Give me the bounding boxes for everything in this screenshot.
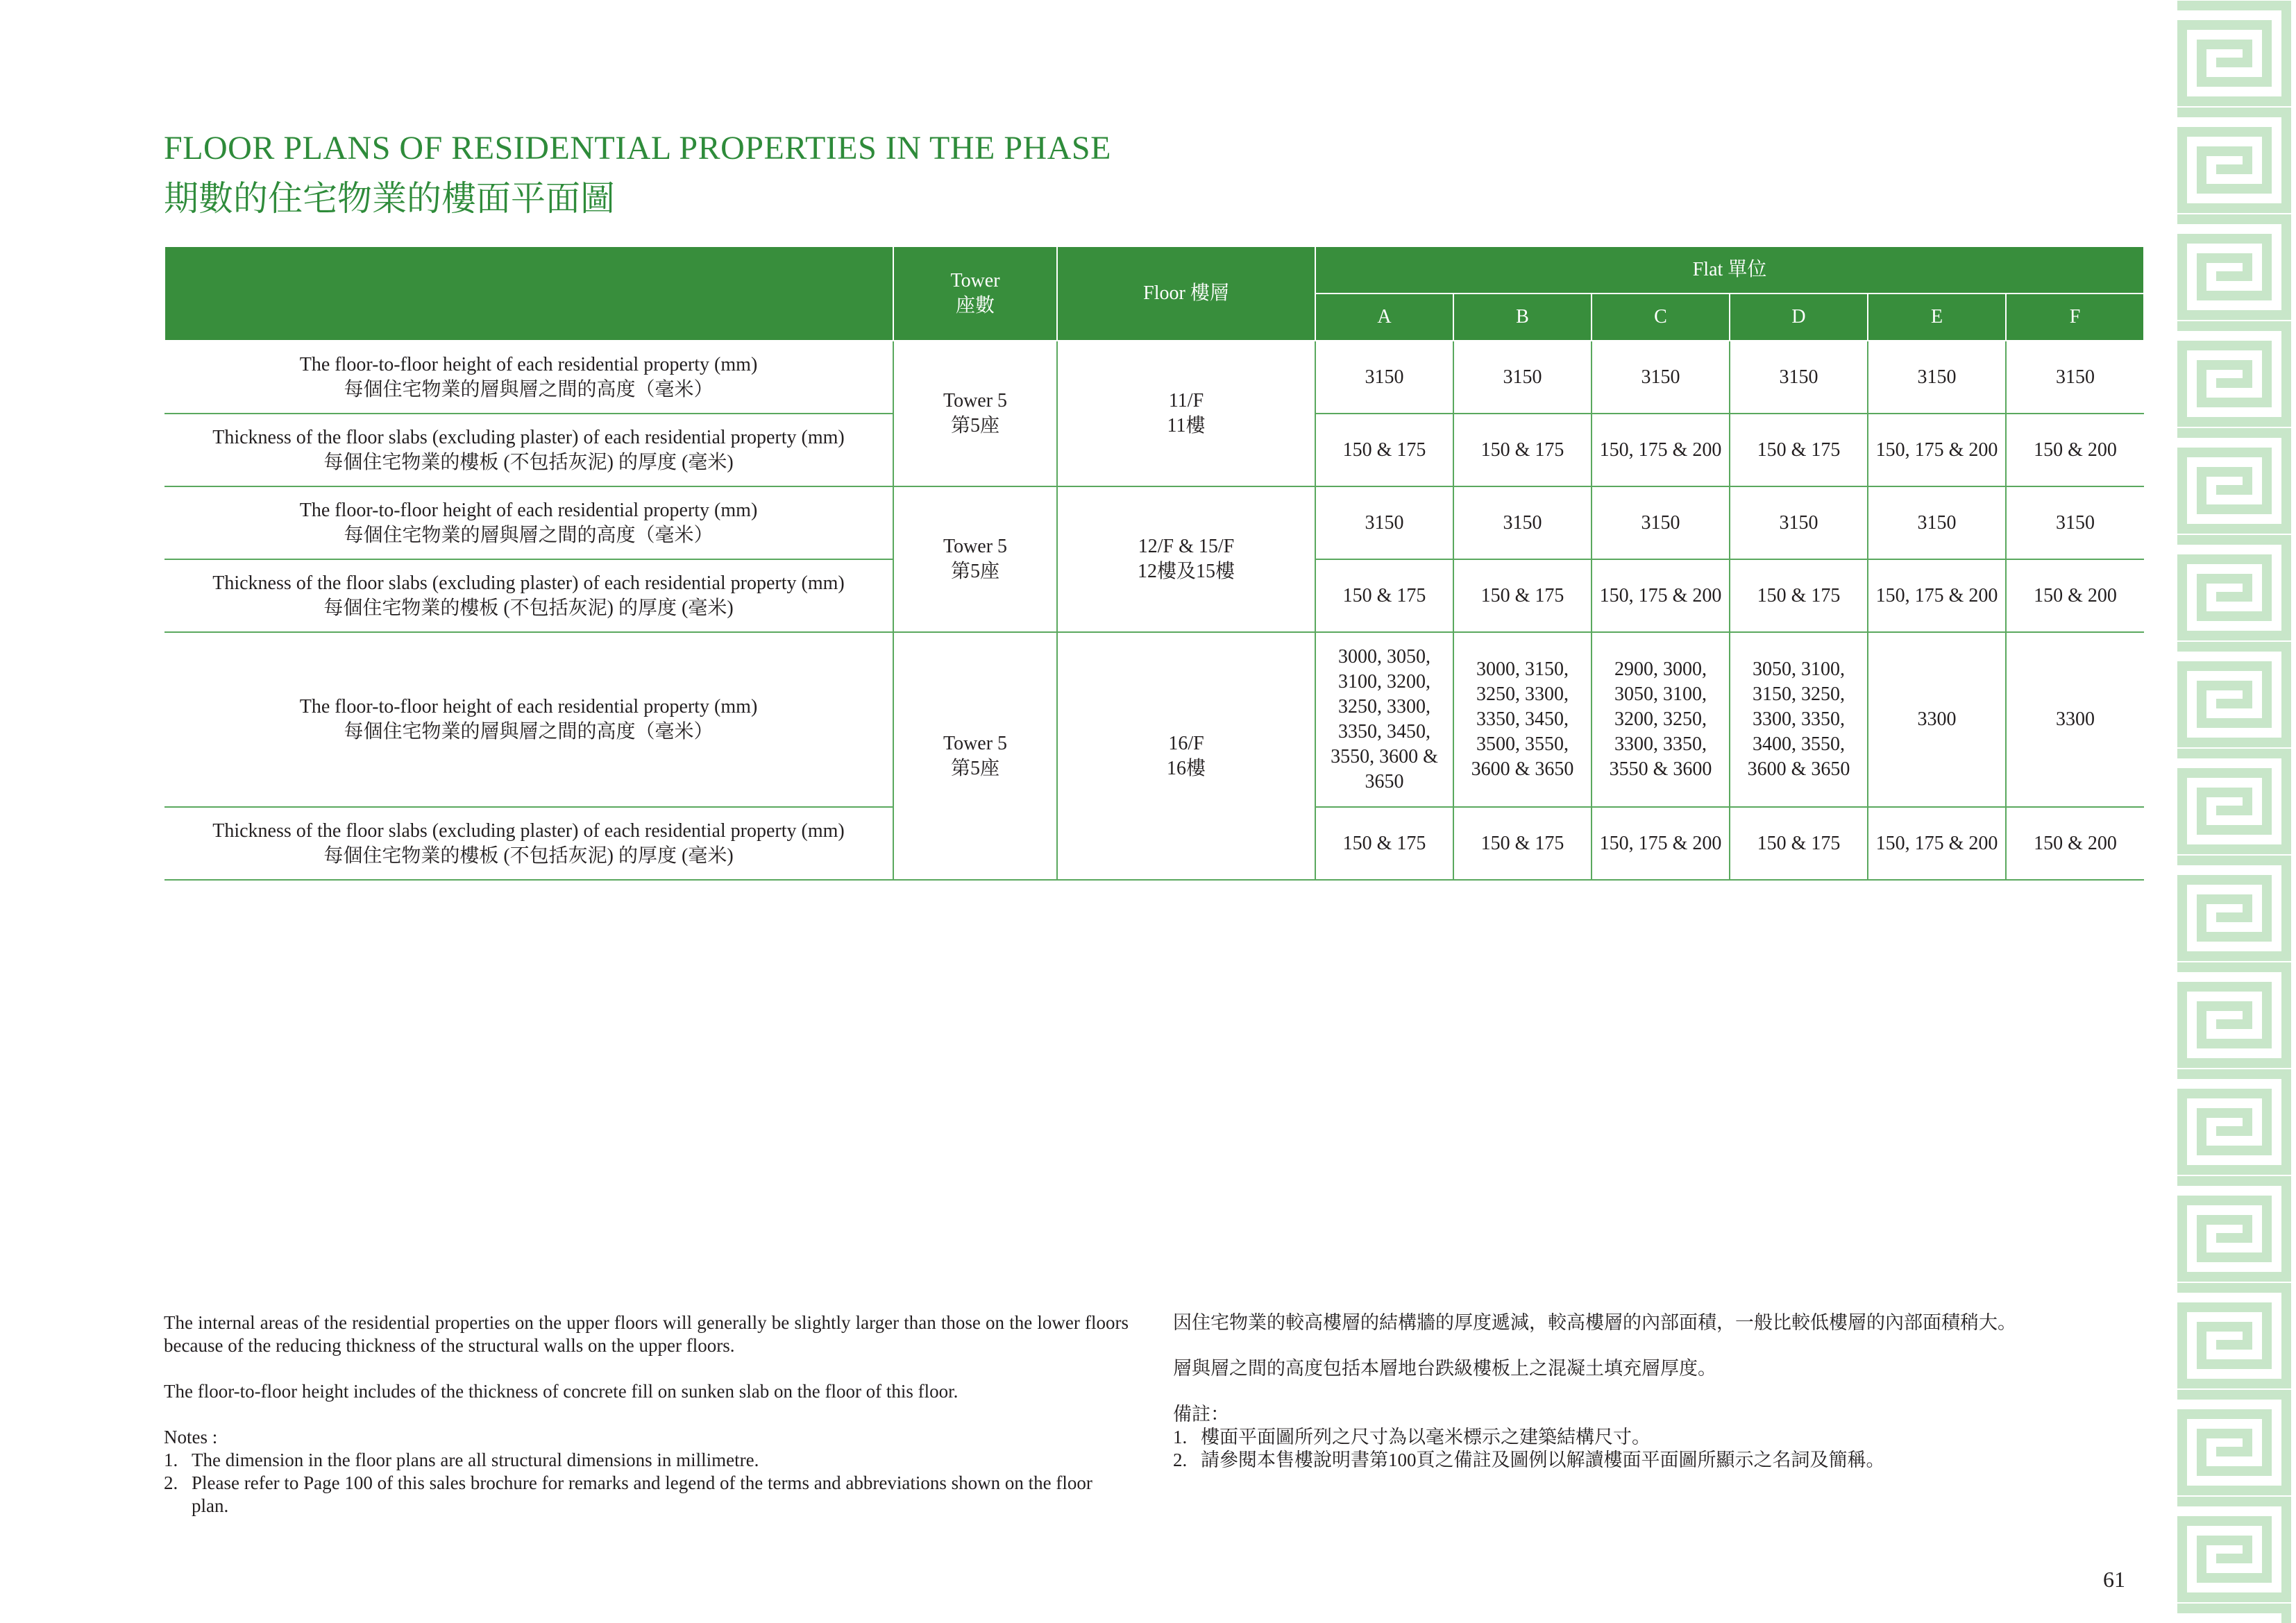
page-title-zh: 期數的住宅物業的樓面平面圖	[164, 179, 615, 218]
notes-chinese	[1173, 1311, 2145, 1472]
header-tower-zh: 座數	[955, 295, 995, 316]
list-item	[1173, 1449, 2145, 1472]
slab-cell: 150, 175 & 200	[1592, 559, 1730, 632]
height-cell: 3300	[2006, 632, 2144, 807]
row-label-slab	[164, 414, 893, 486]
row-label-height-zh: 每個住宅物業的層與層之間的高度（毫米）	[344, 721, 714, 742]
notes-zh-heading: 備註：	[1173, 1404, 1229, 1425]
slab-cell: 150 & 175	[1453, 559, 1592, 632]
notes-zh-paragraph-2: 層與層之間的高度包括本層地台跌級樓板上之混凝土填充層厚度。	[1173, 1358, 1716, 1379]
slab-cell: 150, 175 & 200	[1868, 559, 2006, 632]
row-label-slab	[164, 807, 893, 880]
slab-cell: 150, 175 & 200	[1868, 414, 2006, 486]
list-item	[164, 1472, 1129, 1518]
row-label-slab-zh: 每個住宅物業的樓板 (不包括灰泥) 的厚度 (毫米)	[323, 597, 734, 619]
height-cell: 3150	[1453, 486, 1592, 559]
list-item-number: 2.	[1173, 1450, 1188, 1470]
height-cell: 3150	[1453, 341, 1592, 414]
height-cell: 3150	[1868, 486, 2006, 559]
height-cell: 3050, 3100, 3150, 3250, 3300, 3350, 3400, 3550, 3600 & 3650	[1730, 632, 1868, 807]
row-label-slab-zh: 每個住宅物業的樓板 (不包括灰泥) 的厚度 (毫米)	[323, 844, 734, 867]
header-flat-a: A	[1315, 294, 1453, 341]
tower-cell	[893, 341, 1057, 486]
tower-en: Tower 5	[943, 536, 1008, 557]
header-floor: Floor 樓層	[1057, 246, 1315, 341]
table-row	[164, 341, 2144, 414]
list-item-number: 1.	[1173, 1427, 1188, 1447]
floor-cell	[1057, 632, 1315, 880]
slab-cell: 150 & 175	[1315, 414, 1453, 486]
header-flat-b: B	[1453, 294, 1592, 341]
height-cell: 3150	[1592, 341, 1730, 414]
slab-cell: 150 & 175	[1730, 807, 1868, 880]
notes-en-paragraph-2: The floor-to-floor height includes of the thickness of concrete fill on sunken slab on the floor of this floor.	[164, 1381, 959, 1402]
height-cell: 3150	[2006, 341, 2144, 414]
row-label-height	[164, 341, 893, 414]
list-item-text: 請參閱本售樓說明書第100頁之備註及圖例以解讀樓面平面圖所顯示之名詞及簡稱。	[1201, 1450, 1885, 1470]
slab-cell: 150 & 175	[1453, 414, 1592, 486]
height-cell: 3150	[2006, 486, 2144, 559]
notes-english	[164, 1311, 1129, 1518]
floor-en: 11/F	[1168, 390, 1204, 411]
slab-cell: 150 & 200	[2006, 559, 2144, 632]
height-cell: 3300	[1868, 632, 2006, 807]
table-header-row	[164, 246, 2144, 294]
tower-cell	[893, 632, 1057, 880]
height-cell: 3150	[1730, 486, 1868, 559]
floor-specification-table	[164, 246, 2145, 881]
header-tower-en: Tower	[950, 270, 1000, 291]
list-item-text: The dimension in the floor plans are all structural dimensions in millimetre.	[192, 1450, 759, 1470]
height-cell: 3000, 3150, 3250, 3300, 3350, 3450, 3500, 3550, 3600 & 3650	[1453, 632, 1592, 807]
floor-en: 12/F & 15/F	[1138, 536, 1235, 557]
slab-cell: 150 & 200	[2006, 807, 2144, 880]
notes-en-list	[164, 1449, 1129, 1518]
slab-cell: 150, 175 & 200	[1592, 414, 1730, 486]
height-cell: 3150	[1592, 486, 1730, 559]
floor-zh: 12樓及15樓	[1137, 561, 1235, 582]
slab-cell: 150 & 175	[1453, 807, 1592, 880]
notes-zh-paragraph-1: 因住宅物業的較高樓層的結構牆的厚度遞減，較高樓層的內部面積，一般比較低樓層的內部面積稍大。	[1173, 1312, 2016, 1333]
slab-cell: 150 & 175	[1315, 559, 1453, 632]
slab-cell: 150, 175 & 200	[1868, 807, 2006, 880]
row-label-height	[164, 486, 893, 559]
list-item-text: Please refer to Page 100 of this sales brochure for remarks and legend of the terms and abbreviations shown on the floor plan.	[192, 1472, 1092, 1516]
page-number: 61	[2103, 1567, 2125, 1592]
header-flat-c: C	[1592, 294, 1730, 341]
row-label-slab-en: Thickness of the floor slabs (excluding plaster) of each residential property (mm)	[212, 819, 845, 842]
height-cell: 3150	[1868, 341, 2006, 414]
height-cell: 3150	[1315, 341, 1453, 414]
table-row	[164, 486, 2144, 559]
height-cell: 3000, 3050, 3100, 3200, 3250, 3300, 3350, 3450, 3550, 3600 & 3650	[1315, 632, 1453, 807]
tower-en: Tower 5	[943, 732, 1008, 754]
row-label-slab	[164, 559, 893, 632]
list-item-text: 樓面平面圖所列之尺寸為以毫米標示之建築結構尺寸。	[1201, 1427, 1651, 1447]
list-item	[164, 1449, 1129, 1472]
row-label-height	[164, 632, 893, 807]
row-label-height-en: The floor-to-floor height of each residential property (mm)	[299, 696, 758, 717]
header-tower	[893, 246, 1057, 341]
floor-cell	[1057, 486, 1315, 632]
page-title-en: FLOOR PLANS OF RESIDENTIAL PROPERTIES IN THE PHASE	[164, 130, 1111, 167]
row-label-slab-en: Thickness of the floor slabs (excluding plaster) of each residential property (mm)	[212, 426, 845, 448]
floor-zh: 11樓	[1167, 415, 1206, 436]
header-flat-f: F	[2006, 294, 2144, 341]
height-cell: 2900, 3000, 3050, 3100, 3200, 3250, 3300, 3350, 3550 & 3600	[1592, 632, 1730, 807]
meander-border-pattern	[2172, 0, 2296, 1623]
floor-zh: 16樓	[1166, 757, 1206, 779]
row-label-height-en: The floor-to-floor height of each residential property (mm)	[299, 353, 758, 375]
tower-en: Tower 5	[943, 390, 1008, 411]
slab-cell: 150, 175 & 200	[1592, 807, 1730, 880]
notes-en-paragraph-1: The internal areas of the residential properties on the upper floors will generally be slightly larger than those on the lower floors because of the reducing thickness of the structural walls on the upper floors.	[164, 1312, 1129, 1356]
height-cell: 3150	[1730, 341, 1868, 414]
list-item-number: 2.	[164, 1472, 178, 1493]
notes-zh-list	[1173, 1426, 2145, 1472]
list-item	[1173, 1426, 2145, 1449]
list-item-number: 1.	[164, 1450, 178, 1470]
slab-cell: 150 & 175	[1730, 559, 1868, 632]
slab-cell: 150 & 175	[1730, 414, 1868, 486]
row-label-height-en: The floor-to-floor height of each residential property (mm)	[299, 499, 758, 521]
row-label-slab-en: Thickness of the floor slabs (excluding plaster) of each residential property (mm)	[212, 572, 845, 594]
height-cell: 3150	[1315, 486, 1453, 559]
tower-zh: 第5座	[950, 561, 999, 582]
tower-zh: 第5座	[950, 757, 999, 779]
tower-zh: 第5座	[950, 415, 999, 436]
row-label-height-zh: 每個住宅物業的層與層之間的高度（毫米）	[344, 378, 714, 400]
notes-en-heading: Notes :	[164, 1427, 218, 1447]
header-blank-cell	[164, 246, 893, 341]
slab-cell: 150 & 175	[1315, 807, 1453, 880]
header-flat-e: E	[1868, 294, 2006, 341]
header-flat: Flat 單位	[1315, 246, 2144, 294]
floor-en: 16/F	[1168, 732, 1204, 754]
row-label-height-zh: 每個住宅物業的層與層之間的高度（毫米）	[344, 524, 714, 546]
header-flat-d: D	[1730, 294, 1868, 341]
slab-cell: 150 & 200	[2006, 414, 2144, 486]
row-label-slab-zh: 每個住宅物業的樓板 (不包括灰泥) 的厚度 (毫米)	[323, 451, 734, 473]
floor-cell	[1057, 341, 1315, 486]
tower-cell	[893, 486, 1057, 632]
table-row	[164, 632, 2144, 807]
